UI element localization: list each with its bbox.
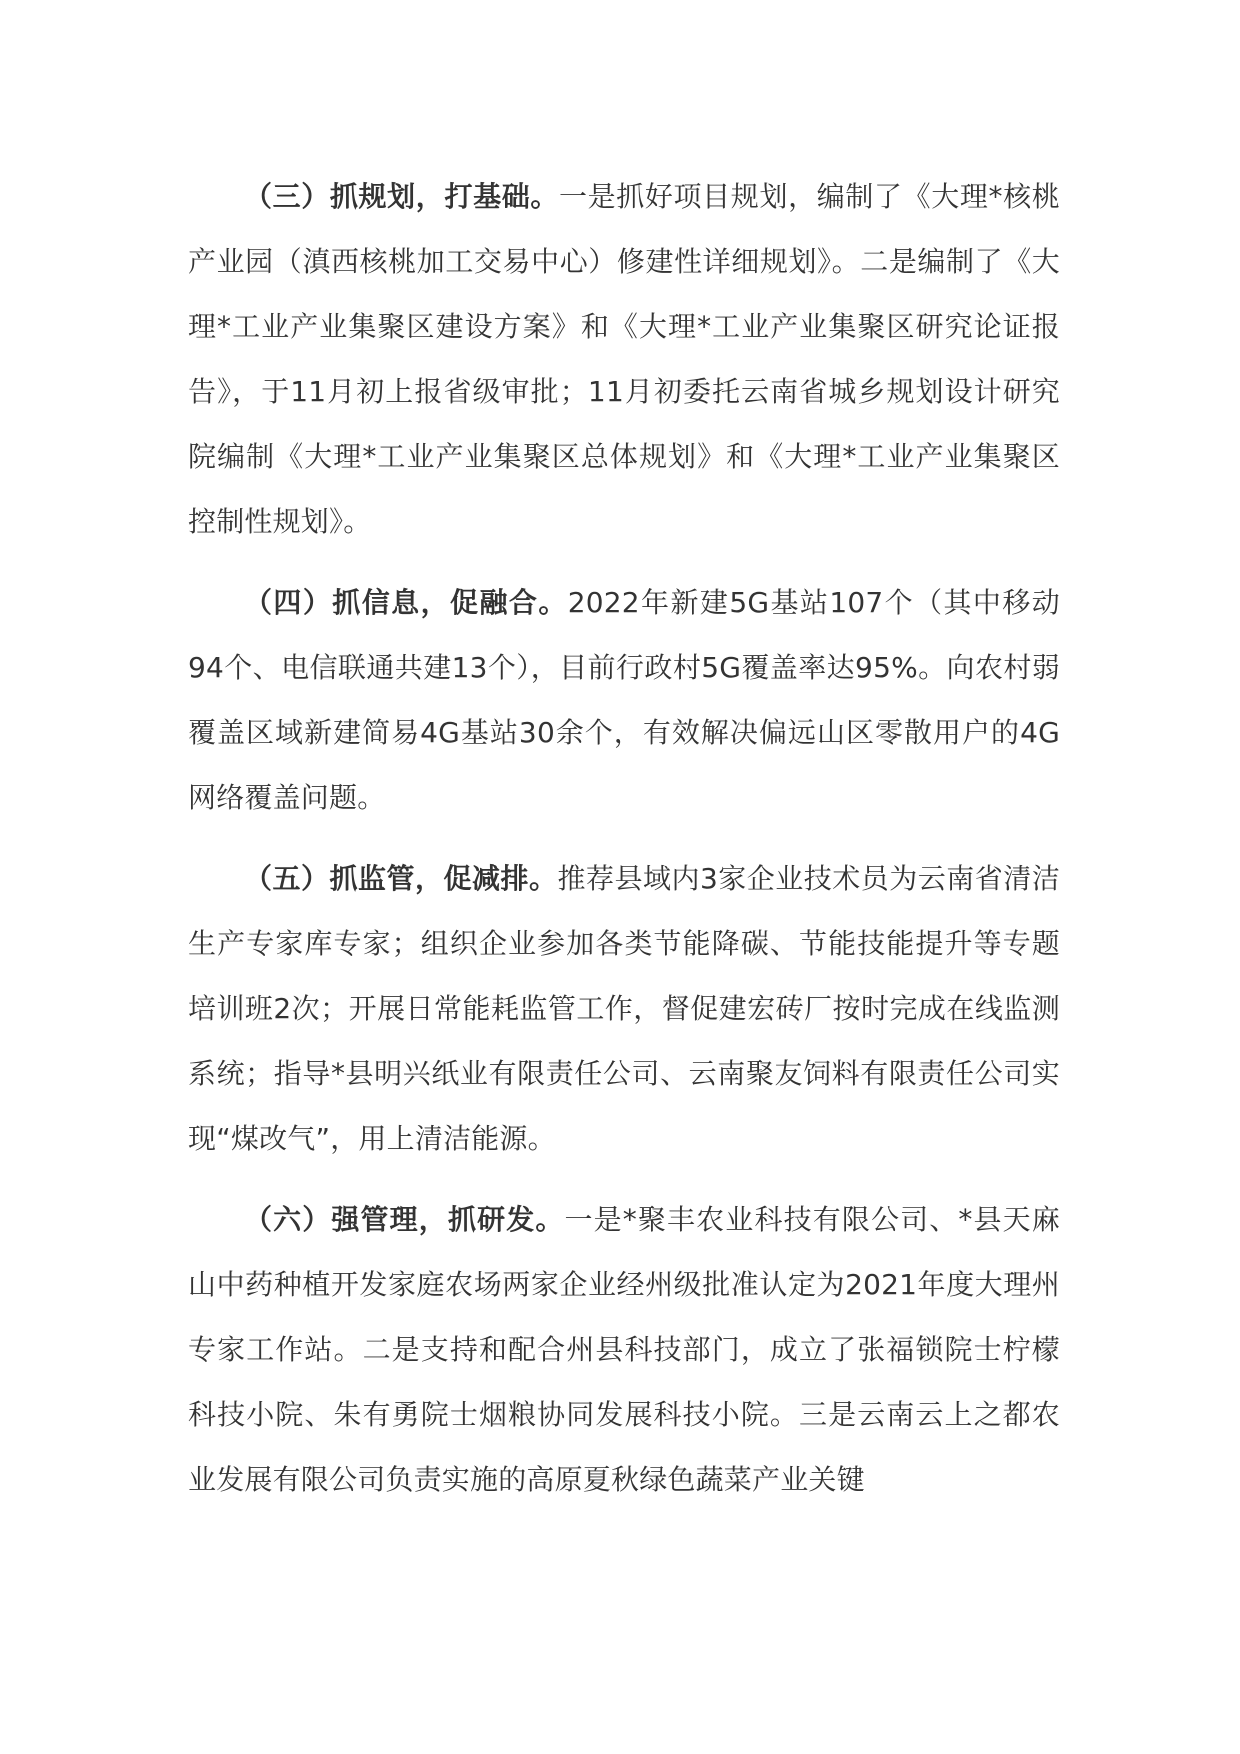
paragraph-information — [188, 570, 1060, 830]
document-body — [188, 164, 1060, 1528]
paragraph-text: 推荐县域内3家企业技术员为云南省清洁生产专家库专家；组织企业参加各类节能降碳、节能技能提升等专题培训班2次；开展日常能耗监管工作，督促建宏砖厂按时完成在线监测系统；指导*县明兴纸业有限责任公司、云南聚友饲料有限责任公司实现“煤改气”，用上清洁能源。 — [188, 862, 1061, 1155]
paragraph-heading: （六）强管理，抓研发。 — [244, 1203, 565, 1236]
paragraph-heading: （四）抓信息，促融合。 — [244, 586, 568, 619]
paragraph-heading: （五）抓监管，促减排。 — [244, 862, 558, 895]
paragraph-heading: （三）抓规划，打基础。 — [244, 180, 559, 213]
paragraph-supervision — [188, 846, 1060, 1171]
paragraph-research — [188, 1187, 1060, 1512]
paragraph-text: 一是*聚丰农业科技有限公司、*县天麻山中药种植开发家庭农场两家企业经州级批准认定为2021年度大理州专家工作站。二是支持和配合州县科技部门，成立了张福锁院士柠檬科技小院、朱有勇院士烟粮协同发展科技小院。三是云南云上之都农业发展有限公司负责实施的高原夏秋绿色蔬菜产业关键 — [188, 1203, 1061, 1496]
paragraph-text: 2022年新建5G基站107个（其中移动94个、电信联通共建13个），目前行政村5G覆盖率达95%。向农村弱覆盖区域新建简易4G基站30余个，有效解决偏远山区零散用户的4G网络覆盖问题。 — [188, 586, 1061, 814]
paragraph-text: 一是抓好项目规划，编制了《大理*核桃产业园（滇西核桃加工交易中心）修建性详细规划》。二是编制了《大理*工业产业集聚区建设方案》和《大理*工业产业集聚区研究论证报告》，于11月初上报省级审批；11月初委托云南省城乡规划设计研究院编制《大理*工业产业集聚区总体规划》和《大理*工业产业集聚区控制性规划》。 — [188, 180, 1061, 538]
paragraph-planning — [188, 164, 1060, 554]
